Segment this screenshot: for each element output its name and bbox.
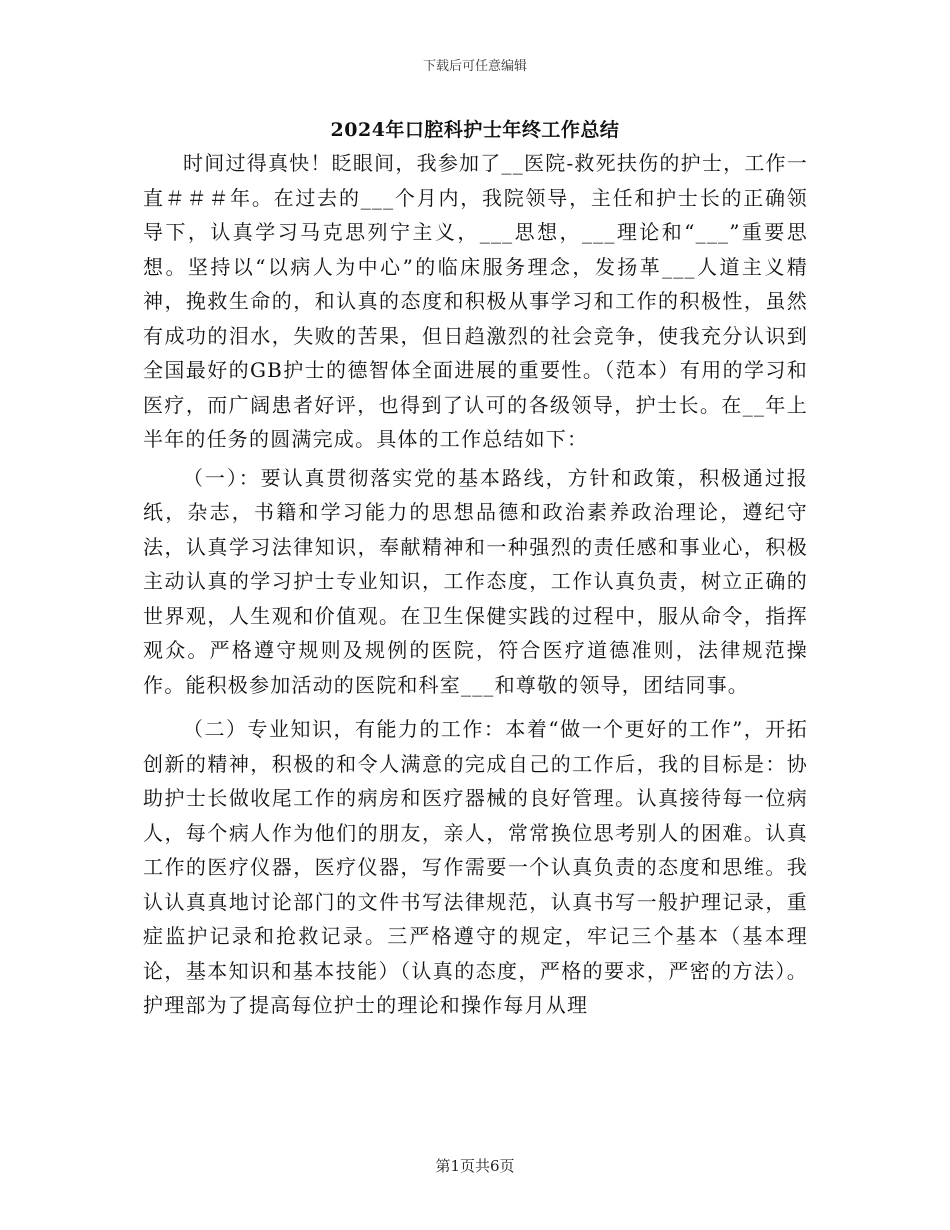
page-header-note: 下载后可任意编辑: [422, 59, 527, 74]
paragraph-intro: 时间过得真快！眨眼间，我参加了__医院-救死扶伤的护士，工作一直＃＃＃年。在过去的___个月内，我院领导，主任和护士长的正确领导下，认真学习马克思列宁主义，___思想，___理论和“___”重要思想。坚持以“以病人为中心”的临床服务理念，发扬革___人道主义精神，挽救生命的，和认真的态度和积极从事学习和工作的积极性，虽然有成功的泪水，失败的苦果，但日趋激烈的社会竞争，使我充分认识到全国最好的GB护士的德智体全面进展的重要性。（范本）有用的学习和医疗，而广阔患者好评，也得到了认可的各级领导，护士长。在__年上半年的任务的圆满完成。具体的工作总结如下：: [143, 151, 808, 451]
document-title: 2024年口腔科护士年终工作总结: [330, 119, 620, 141]
page-number: 第1页共6页: [435, 1157, 515, 1175]
paragraph-section-2: （二）专业知识，有能力的工作：本着“做一个更好的工作”，开拓创新的精神，积极的和令人满意的完成自己的工作后，我的目标是：协助护士长做收尾工作的病房和医疗器械的良好管理。认真接待每一位病人，每个病人作为他们的朋友，亲人，常常换位思考别人的困难。认真工作的医疗仪器，医疗仪器，写作需要一个认真负责的态度和思维。我认认真真地讨论部门的文件书写法律规范，认真书写一般护理记录，重症监护记录和抢救记录。三严格遵守的规定，牢记三个基本（基本理论，基本知识和基本技能）（认真的态度，严格的要求，严密的方法）。护理部为了提高每位护士的理论和操作每月从理: [143, 717, 808, 1017]
paragraph-section-1: （一）：要认真贯彻落实党的基本路线，方针和政策，积极通过报纸，杂志，书籍和学习能力的思想品德和政治素养政治理论，遵纪守法，认真学习法律知识，奉献精神和一种强烈的责任感和事业心，积极主动认真的学习护士专业知识，工作态度，工作认真负责，树立正确的世界观，人生观和价值观。在卫生保健实践的过程中，服从命令，指挥观众。严格遵守规则及规例的医院，符合医疗道德准则，法律规范操作。能积极参加活动的医院和科室___和尊敬的领导，团结同事。: [143, 465, 808, 697]
document-body: [143, 146, 808, 1023]
